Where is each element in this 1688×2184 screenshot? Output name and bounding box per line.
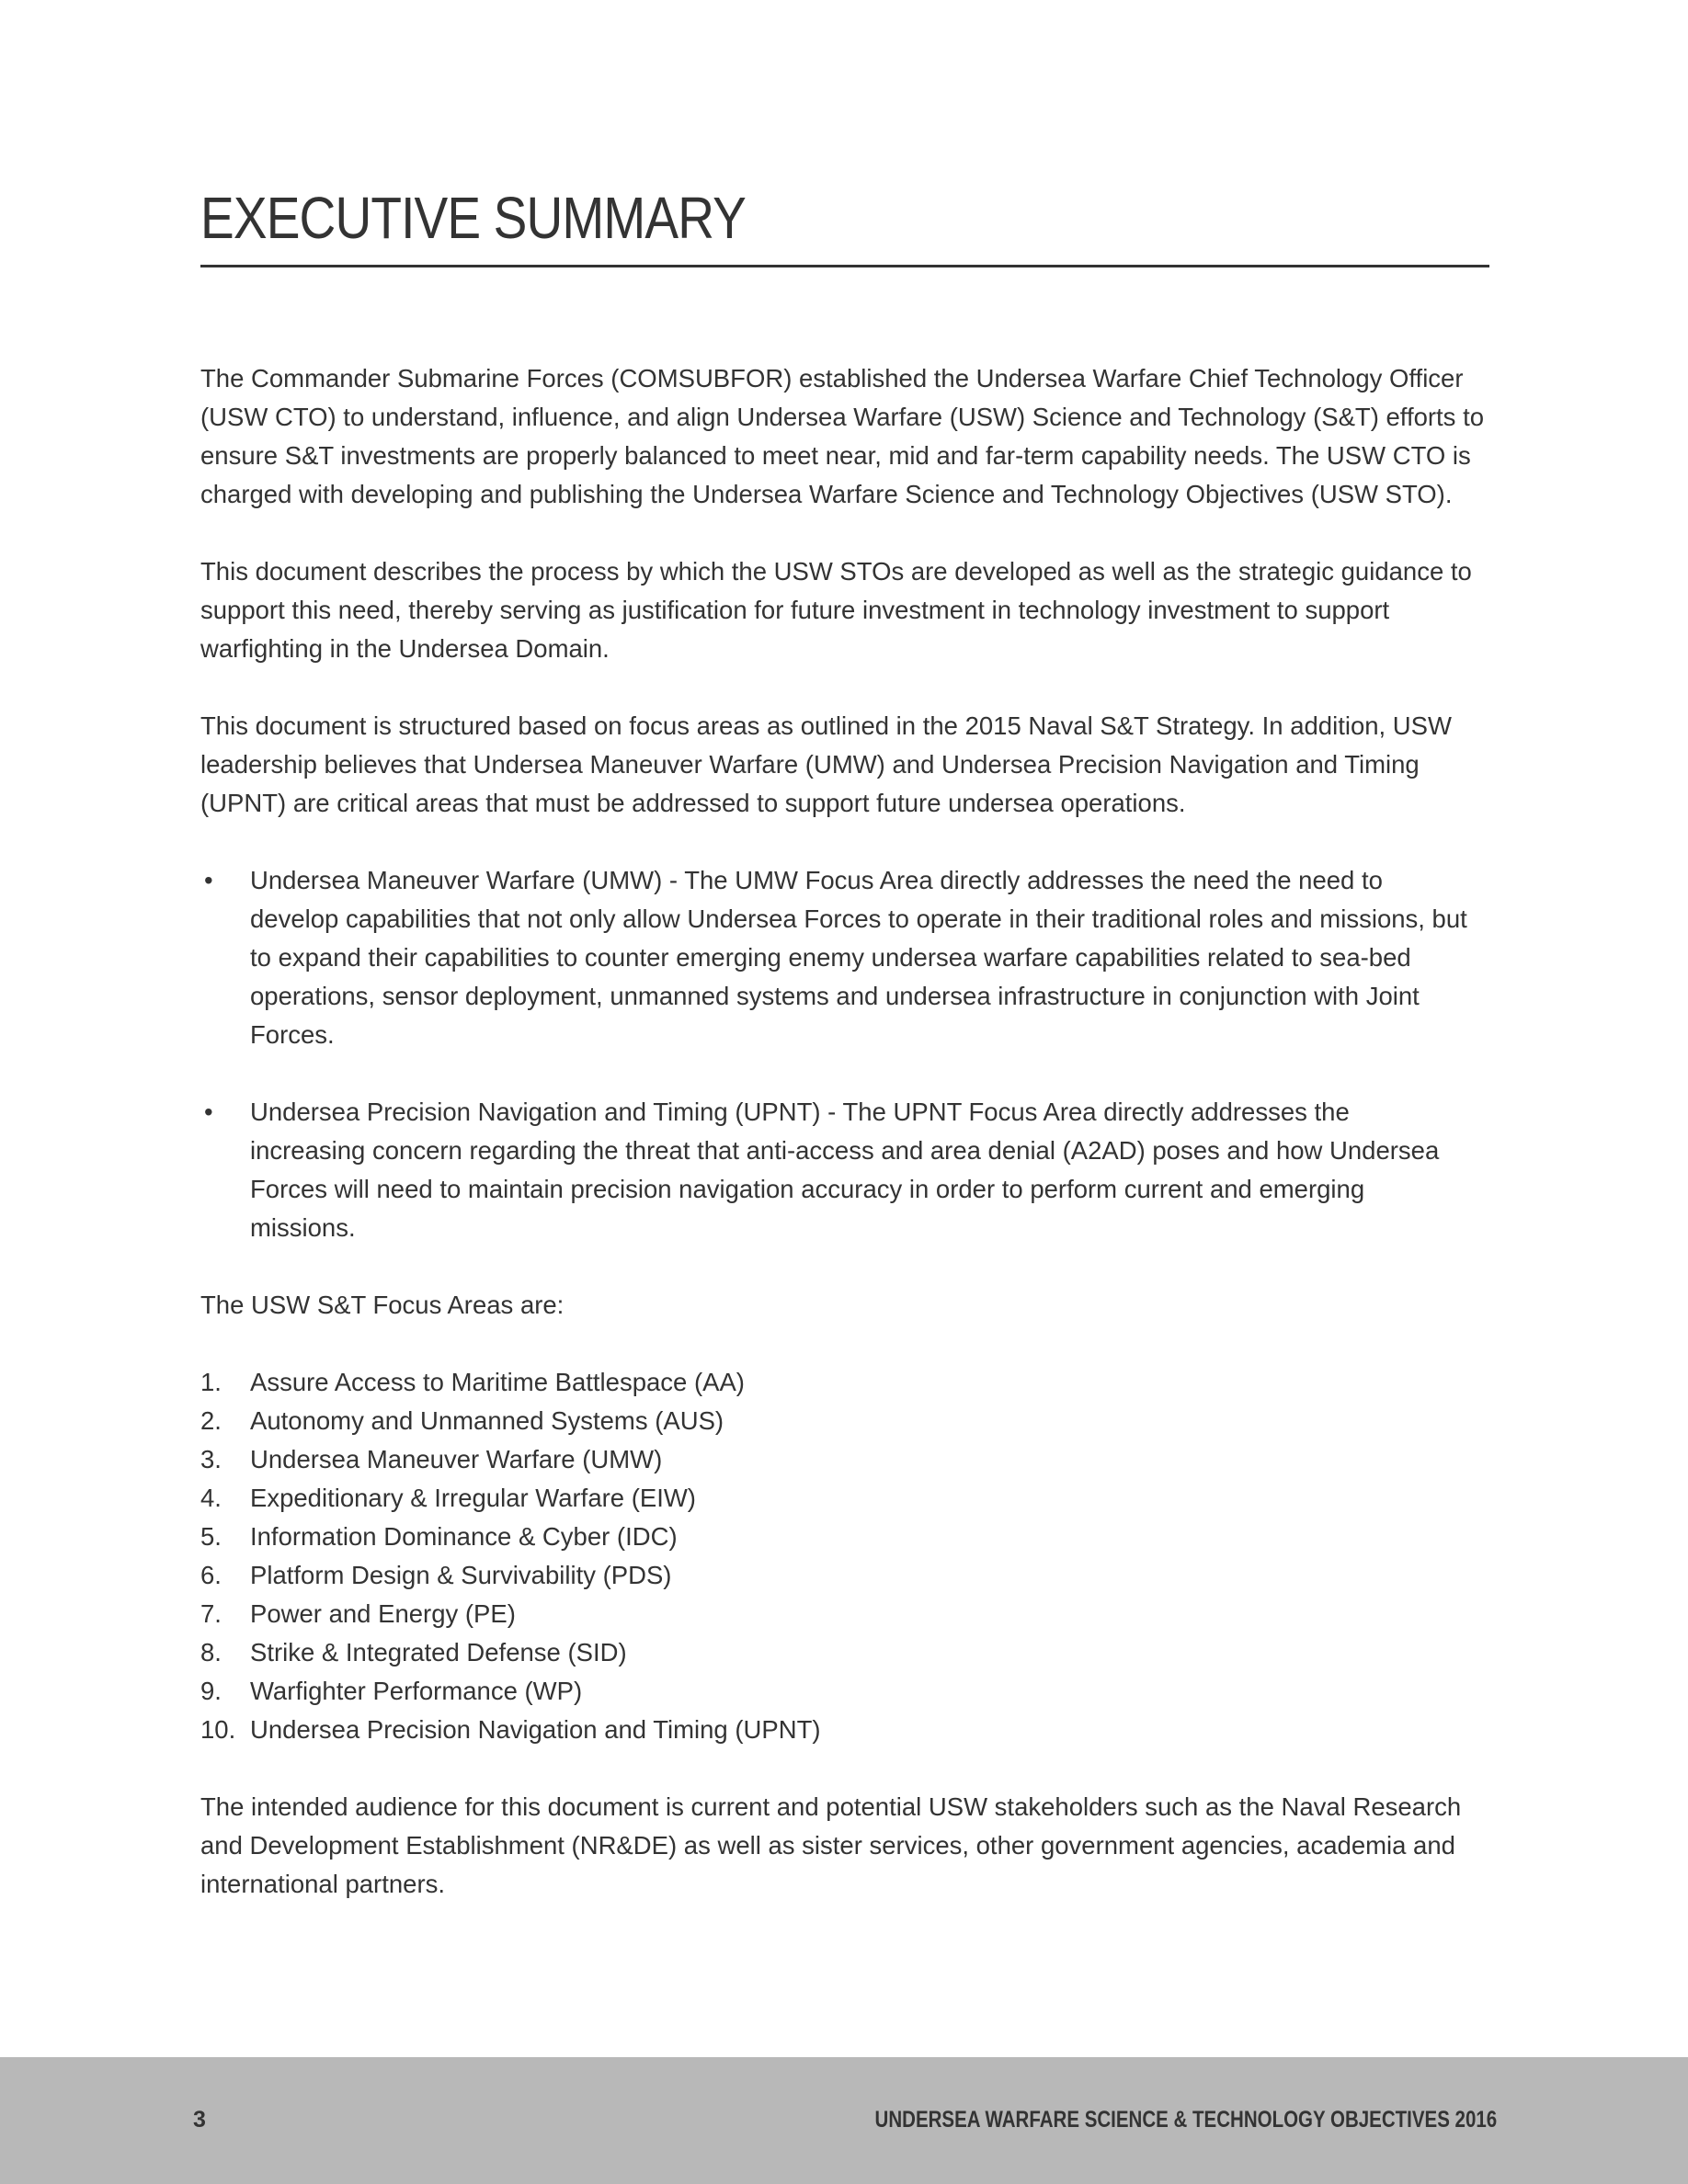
structure-paragraph: This document is structured based on focus areas as outlined in the 2015 Naval S&T Strategy. In addition, USW leadership believes that Undersea Maneuver Warfare (UMW) and Undersea Precision Navigation and Timing (UPNT) are critical areas that must be addressed to support future undersea operations. — [200, 711, 1452, 817]
process-paragraph: This document describes the process by which the USW STOs are developed as well as the strategic guidance to support this need, thereby serving as justification for future investment in technology investment to support warfighting in the Undersea Domain. — [200, 557, 1472, 663]
list-label: Strike & Integrated Defense (SID) — [250, 1638, 627, 1666]
bullet-text-umw: Undersea Maneuver Warfare (UMW) - The UMW Focus Area directly addresses the need the need to develop capabilities that not only allow Undersea Forces to operate in their traditional roles and missions, but to expand their capabilities to counter emerging enemy undersea warfare capabilities related to sea-bed operations, sensor deployment, unmanned systems and undersea infrastructure in conjunction with Joint Forces. — [250, 866, 1467, 1049]
list-label: Autonomy and Unmanned Systems (AUS) — [250, 1406, 724, 1435]
list-item — [200, 1440, 1497, 1479]
list-number: 4. — [200, 1484, 222, 1512]
page-title: EXECUTIVE SUMMARY — [200, 185, 746, 251]
intro-paragraph: The Commander Submarine Forces (COMSUBFOR) established the Undersea Warfare Chief Technology Officer (USW CTO) to understand, influence, and align Undersea Warfare (USW) Science and Technology (S&T) efforts to ensure S&T investments are properly balanced to meet near, mid and far-term capability needs. The USW CTO is charged with developing and publishing the Undersea Warfare Science and Technology Objectives (USW STO). — [200, 364, 1485, 508]
list-label: Assure Access to Maritime Battlespace (AA) — [250, 1368, 745, 1396]
list-label: Undersea Maneuver Warfare (UMW) — [250, 1445, 663, 1473]
audience-paragraph: The intended audience for this document is current and potential USW stakeholders such as the Naval Research and Development Establishment (NR&DE) as well as sister services, other government agencies, academia and international partners. — [200, 1792, 1462, 1898]
list-label: Platform Design & Survivability (PDS) — [250, 1561, 672, 1589]
focus-areas-list — [200, 1363, 1497, 1749]
list-number: 5. — [200, 1522, 222, 1551]
list-item — [200, 1479, 1497, 1518]
list-number: 10. — [200, 1715, 236, 1744]
list-number: 3. — [200, 1445, 222, 1473]
list-item — [200, 1672, 1497, 1711]
title-divider — [200, 265, 1489, 267]
list-item — [200, 1363, 1497, 1402]
list-number: 6. — [200, 1561, 222, 1589]
list-item — [200, 1518, 1497, 1556]
list-item — [200, 1556, 1497, 1595]
list-number: 1. — [200, 1368, 222, 1396]
list-label: Undersea Precision Navigation and Timing (UPNT) — [250, 1715, 821, 1744]
list-label: Warfighter Performance (WP) — [250, 1677, 583, 1705]
bullet-marker: • — [204, 866, 213, 894]
bullet-item — [200, 861, 1497, 1054]
list-label: Expeditionary & Irregular Warfare (EIW) — [250, 1484, 696, 1512]
list-item — [200, 1402, 1497, 1440]
document-body — [200, 359, 1497, 1904]
list-item — [200, 1633, 1497, 1672]
bullet-marker: • — [204, 1098, 213, 1126]
list-number: 8. — [200, 1638, 222, 1666]
bullet-item — [200, 1093, 1497, 1247]
bullet-text-upnt: Undersea Precision Navigation and Timing (UPNT) - The UPNT Focus Area directly addresses the increasing concern regarding the threat that anti-access and area denial (A2AD) poses and how Undersea Forces will need to maintain precision navigation accuracy in order to perform current and emerging missions. — [250, 1098, 1440, 1242]
list-label: Power and Energy (PE) — [250, 1599, 516, 1628]
list-number: 2. — [200, 1406, 222, 1435]
focus-areas-intro: The USW S&T Focus Areas are: — [200, 1291, 565, 1319]
page-footer — [0, 2057, 1688, 2184]
footer-document-title: UNDERSEA WARFARE SCIENCE & TECHNOLOGY OBJECTIVES 2016 — [874, 2107, 1497, 2133]
list-item — [200, 1711, 1497, 1749]
list-label: Information Dominance & Cyber (IDC) — [250, 1522, 678, 1551]
list-number: 7. — [200, 1599, 222, 1628]
page-number: 3 — [193, 2107, 206, 2133]
list-number: 9. — [200, 1677, 222, 1705]
list-item — [200, 1595, 1497, 1633]
